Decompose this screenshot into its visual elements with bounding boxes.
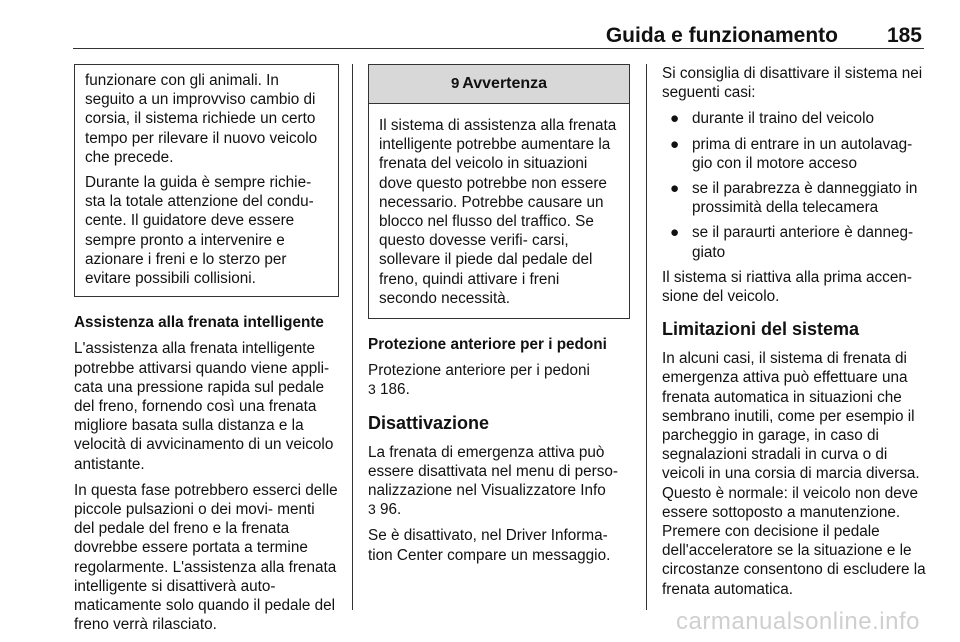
deactivation-paragraph	[368, 443, 630, 520]
paragraph: In alcuni casi, il sistema di frenata di emergenza attiva può effettuare una frenata automatica in situazioni che sembrano inutili, come per esempio il parcheggio in garage, in caso di segnalazioni stradali in curva o di veicoli in una corsia di marcia diversa. Questo è normale: il veicolo non deve essere sottoposto a manutenzione. Premere con decisione il pedale dell'acceleratore se la situazione e le circostanze consentono di escludere la frenata automatica.	[662, 350, 926, 598]
column-divider-right	[646, 64, 647, 610]
list-item-text: se il paraurti anteriore è danneg‑ giato	[692, 224, 914, 261]
reference-arrow-icon: 3	[368, 381, 376, 398]
column-1	[74, 64, 339, 641]
watermark: carmanualsonline.info	[676, 608, 920, 635]
bullet-icon: ●	[670, 110, 680, 128]
section-title-limitations: Limitazioni del sistema	[662, 319, 860, 340]
note-paragraph: funzionare con gli animali. In seguito a un improvviso cambio di corsia, il sistema richiede un certo tempo per rilevare il nuovo veicolo che precede.	[85, 72, 318, 166]
column-2	[368, 64, 630, 572]
warning-title: Avvertenza	[462, 75, 548, 92]
subheading-pedestrian-protection: Protezione anteriore per i pedoni	[368, 336, 607, 354]
column-divider-left	[352, 64, 353, 610]
note-paragraph: Durante la guida è sempre richie‑ sta la totale attenzione del condu‑ cente. Il guidatore deve essere sempre pronto a intervenire e azionare i freni e lo sterzo per evitare possibili collisioni.	[85, 174, 314, 288]
page-header	[73, 22, 924, 49]
warning-box	[368, 64, 630, 319]
list-item	[662, 109, 928, 128]
pedestrian-paragraph	[368, 361, 630, 399]
paragraph: Si consiglia di disattivare il sistema nei seguenti casi:	[662, 65, 923, 102]
subheading-intelligent-brake-assist: Assistenza alla frenata intelligente	[74, 314, 324, 332]
reference-arrow-icon: 3	[368, 501, 376, 518]
pedestrian-text: Protezione anteriore per i pedoni	[368, 362, 590, 380]
page-reference-link[interactable]: 96.	[380, 501, 402, 519]
list-item-text: prima di entrare in un autolavag‑ gio con il motore acceso	[692, 135, 913, 172]
paragraph: Il sistema si riattiva alla prima accen‑ sione del veicolo.	[662, 268, 912, 306]
list-item	[662, 135, 928, 173]
list-item	[662, 223, 928, 261]
paragraph: L'assistenza alla frenata intelligente potrebbe attivarsi quando viene appli‑ cata una pressione rapida sul pedale del freno, fornendo così una frenata migliore basata sulla distanza e la velocità di avvicinamento di un veicolo antistante.	[74, 340, 334, 473]
page-number: 185	[886, 24, 922, 47]
bullet-icon: ●	[670, 224, 680, 242]
section-title-deactivation: Disattivazione	[368, 412, 490, 433]
warning-body: Il sistema di assistenza alla frenata intelligente potrebbe aumentare la frenata del veicolo in situazioni dove questo potrebbe non essere necessario. Potrebbe causare un blocco nel flusso del traffico. Se questo dovesse verifi‑ carsi, sollevare il piede dal pedale del freno, quindi attivare i freni secondo necessità.	[379, 117, 617, 307]
paragraph: In questa fase potrebbero esserci delle piccole pulsazioni o dei movi‑ menti del pedale del freno e la frenata dovrebbe essere portata a termine regolarmente. L'assistenza alla frenata intelligente si disattiverà auto‑ maticamente solo quando il pedale del freno verrà rilasciato.	[74, 481, 338, 634]
warning-icon: 9	[450, 75, 460, 92]
bullet-icon: ●	[670, 135, 680, 153]
column-3	[662, 64, 928, 606]
bullet-list	[662, 109, 928, 261]
warning-header	[369, 65, 629, 104]
list-item	[662, 179, 928, 217]
bullet-icon: ●	[670, 180, 680, 198]
page-title: Guida e funzionamento	[605, 24, 838, 47]
paragraph: Se è disattivato, nel Driver Informa‑ tion Center compare un messaggio.	[368, 527, 611, 564]
deactivation-text: La frenata di emergenza attiva può essere disattivata nel menu di perso‑ nalizzazione nel Visualizzatore Info	[368, 443, 618, 500]
page-reference-link[interactable]: 186.	[380, 381, 410, 399]
list-item-text: se il parabrezza è danneggiato in prossimità della telecamera	[692, 180, 918, 217]
note-box	[74, 64, 339, 297]
list-item-text: durante il traino del veicolo	[692, 110, 874, 128]
